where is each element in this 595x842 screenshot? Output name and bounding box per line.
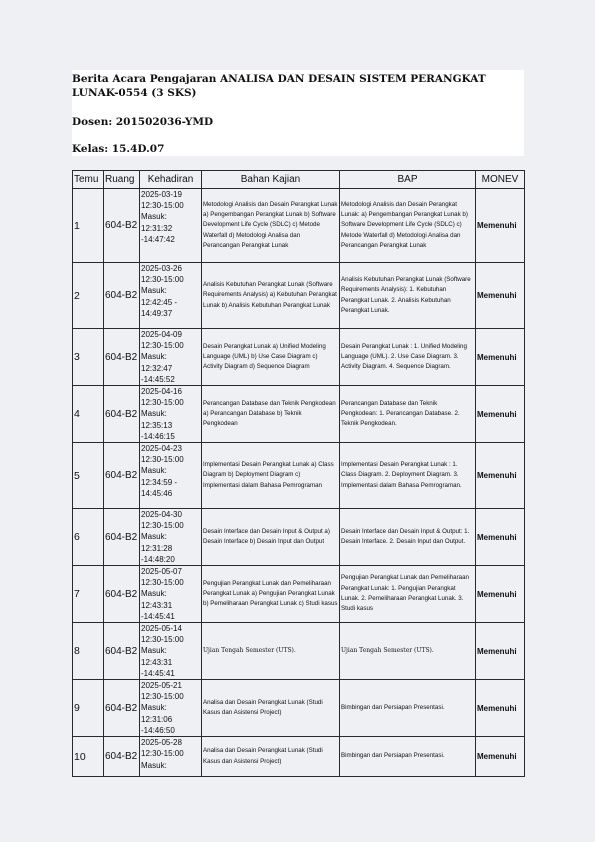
bap-cell: Desain Perangkat Lunak : 1. Unified Modeling Language (UML). 2. Use Case Diagram. 3. Activity Diagram. 4. Sequence Diagram. bbox=[340, 329, 476, 386]
table-row bbox=[73, 443, 525, 509]
meeting-number-cell: 10 bbox=[73, 737, 104, 777]
room-cell: 604-B2 bbox=[104, 443, 140, 509]
document-title: Berita Acara Pengajaran ANALISA DAN DESAIN SISTEM PERANGKAT LUNAK-0554 (3 SKS) bbox=[72, 73, 486, 99]
column-header-temu: Temu bbox=[73, 171, 104, 189]
bap-cell: Perancangan Database dan Teknik Pengkodean: 1. Perancangan Database. 2. Teknik Pengkodean. bbox=[340, 386, 476, 443]
table-row bbox=[73, 623, 525, 680]
room-cell: 604-B2 bbox=[104, 737, 140, 777]
bap-cell: Analisis Kebutuhan Perangkat Lunak (Software Requirements Analysis): 1. Kebutuhan Perangkat Lunak. 2. Analisis Kebutuhan Perangkat Lunak. bbox=[340, 263, 476, 329]
meeting-number-cell: 3 bbox=[73, 329, 104, 386]
study-material-cell: Analisa dan Desain Perangkat Lunak (Studi Kasus dan Asistensi Project) bbox=[202, 680, 340, 737]
meeting-number-cell: 1 bbox=[73, 189, 104, 263]
bap-cell: Desain Interface dan Desain Input & Output: 1. Desain Interface. 2. Desain Input dan Output. bbox=[340, 509, 476, 566]
column-header-monev: MONEV bbox=[476, 171, 525, 189]
monev-status-cell: Memenuhi bbox=[476, 189, 525, 263]
attendance-table bbox=[72, 170, 525, 777]
meeting-number-cell: 8 bbox=[73, 623, 104, 680]
attendance-cell: 2025-05-21 12:30-15:00 Masuk: 12:31:06 -14:46:50 bbox=[140, 680, 202, 737]
meeting-number-cell: 2 bbox=[73, 263, 104, 329]
monev-status-cell: Memenuhi bbox=[476, 509, 525, 566]
column-header-bap: BAP bbox=[340, 171, 476, 189]
study-material-cell: Analisis Kebutuhan Perangkat Lunak (Software Requirements Analysis) a) Kebutuhan Perangkat Lunak b) Analisis Kebutuhan Perangkat Lunak bbox=[202, 263, 340, 329]
attendance-cell: 2025-05-07 12:30-15:00 Masuk: 12:43:31 -14:45:41 bbox=[140, 566, 202, 623]
meeting-number-cell: 5 bbox=[73, 443, 104, 509]
class-line: Kelas: 15.4D.07 bbox=[72, 143, 165, 155]
study-material-cell: Pengujian Perangkat Lunak dan Pemeliharaan Perangkat Lunak a) Pengujian Perangkat Lunak b) Pemeliharaan Perangkat Lunak c) Studi kasus bbox=[202, 566, 340, 623]
attendance-cell: 2025-04-30 12:30-15:00 Masuk: 12:31:28 -14:48:20 bbox=[140, 509, 202, 566]
document-header bbox=[72, 70, 524, 156]
column-header-ruang: Ruang bbox=[104, 171, 140, 189]
study-material-cell: Perancangan Database dan Teknik Pengkodean a) Perancangan Database b) Teknik Pengkodean bbox=[202, 386, 340, 443]
study-material-cell: Desain Interface dan Desain Input & Output a) Desain Interface b) Desain Input dan Output bbox=[202, 509, 340, 566]
attendance-cell: 2025-04-23 12:30-15:00 Masuk: 12:34:59 - 14:45:46 bbox=[140, 443, 202, 509]
monev-status-cell: Memenuhi bbox=[476, 443, 525, 509]
monev-status-cell: Memenuhi bbox=[476, 737, 525, 777]
attendance-cell: 2025-04-16 12:30-15:00 Masuk: 12:35:13 -14:46:15 bbox=[140, 386, 202, 443]
meeting-number-cell: 4 bbox=[73, 386, 104, 443]
monev-status-cell: Memenuhi bbox=[476, 566, 525, 623]
table-row bbox=[73, 329, 525, 386]
table-row bbox=[73, 566, 525, 623]
study-material-cell: Implementasi Desain Perangkat Lunak a) Class Diagram b) Deployment Diagram c) Implementasi dalam Bahasa Pemrograman bbox=[202, 443, 340, 509]
room-cell: 604-B2 bbox=[104, 263, 140, 329]
room-cell: 604-B2 bbox=[104, 623, 140, 680]
bap-cell: Implementasi Desain Perangkat Lunak : 1. Class Diagram. 2. Deployment Diagram. 3. Implementasi dalam Bahasa Pemrograman. bbox=[340, 443, 476, 509]
study-material-cell: Desain Perangkat Lunak a) Unified Modeling Language (UML) b) Use Case Diagram c) Activity Diagram d) Sequence Diagram bbox=[202, 329, 340, 386]
table-row bbox=[73, 189, 525, 263]
room-cell: 604-B2 bbox=[104, 566, 140, 623]
room-cell: 604-B2 bbox=[104, 509, 140, 566]
meeting-number-cell: 7 bbox=[73, 566, 104, 623]
column-header-kehadiran: Kehadiran bbox=[140, 171, 202, 189]
room-cell: 604-B2 bbox=[104, 189, 140, 263]
monev-status-cell: Memenuhi bbox=[476, 329, 525, 386]
bap-cell: Bimbingan dan Persiapan Presentasi. bbox=[340, 680, 476, 737]
table-row bbox=[73, 386, 525, 443]
bap-cell: Pengujian Perangkat Lunak dan Pemeliharaan Perangkat Lunak: 1. Pengujian Perangkat Lunak. 2. Pemeliharaan Perangkat Lunak. 3. Studi kasus bbox=[340, 566, 476, 623]
attendance-cell: 2025-03-26 12:30-15:00 Masuk: 12:42:45 - 14:49:37 bbox=[140, 263, 202, 329]
attendance-cell: 2025-05-28 12:30-15:00 Masuk: bbox=[140, 737, 202, 777]
monev-status-cell: Memenuhi bbox=[476, 263, 525, 329]
table-row bbox=[73, 509, 525, 566]
table-row bbox=[73, 263, 525, 329]
study-material-cell: Analisa dan Desain Perangkat Lunak (Studi Kasus dan Asistensi Project) bbox=[202, 737, 340, 777]
table-header-row bbox=[73, 171, 525, 189]
meeting-number-cell: 9 bbox=[73, 680, 104, 737]
room-cell: 604-B2 bbox=[104, 329, 140, 386]
monev-status-cell: Memenuhi bbox=[476, 386, 525, 443]
attendance-cell: 2025-04-09 12:30-15:00 Masuk: 12:32:47 -14:45:52 bbox=[140, 329, 202, 386]
room-cell: 604-B2 bbox=[104, 386, 140, 443]
monev-status-cell: Memenuhi bbox=[476, 623, 525, 680]
attendance-cell: 2025-03-19 12:30-15:00 Masuk: 12:31:32 -14:47:42 bbox=[140, 189, 202, 263]
bap-cell: Bimbingan dan Persiapan Presentasi. bbox=[340, 737, 476, 777]
room-cell: 604-B2 bbox=[104, 680, 140, 737]
study-material-cell: Ujian Tengah Semester (UTS). bbox=[202, 623, 340, 680]
monev-status-cell: Memenuhi bbox=[476, 680, 525, 737]
table-row bbox=[73, 737, 525, 777]
column-header-bahan-kajian: Bahan Kajian bbox=[202, 171, 340, 189]
study-material-cell: Metodologi Analisis dan Desain Perangkat Lunak a) Pengembangan Perangkat Lunak b) Software Development Life Cycle (SDLC) c) Metode Waterfall d) Metodologi Analisa dan Perancangan Perangkat Lunak bbox=[202, 189, 340, 263]
meeting-number-cell: 6 bbox=[73, 509, 104, 566]
bap-cell: Metodologi Analisis dan Desain Perangkat Lunak: a) Pengembangan Perangkat Lunak b) Software Development Life Cycle (SDLC) c) Metode Waterfall d) Metodologi Analisa dan Perancangan Perangkat Lunak bbox=[340, 189, 476, 263]
attendance-cell: 2025-05-14 12:30-15:00 Masuk: 12:43:31 -14:45:41 bbox=[140, 623, 202, 680]
lecturer-line: Dosen: 201502036-YMD bbox=[72, 116, 214, 128]
table-row bbox=[73, 680, 525, 737]
bap-cell: Ujian Tengah Semester (UTS). bbox=[340, 623, 476, 680]
